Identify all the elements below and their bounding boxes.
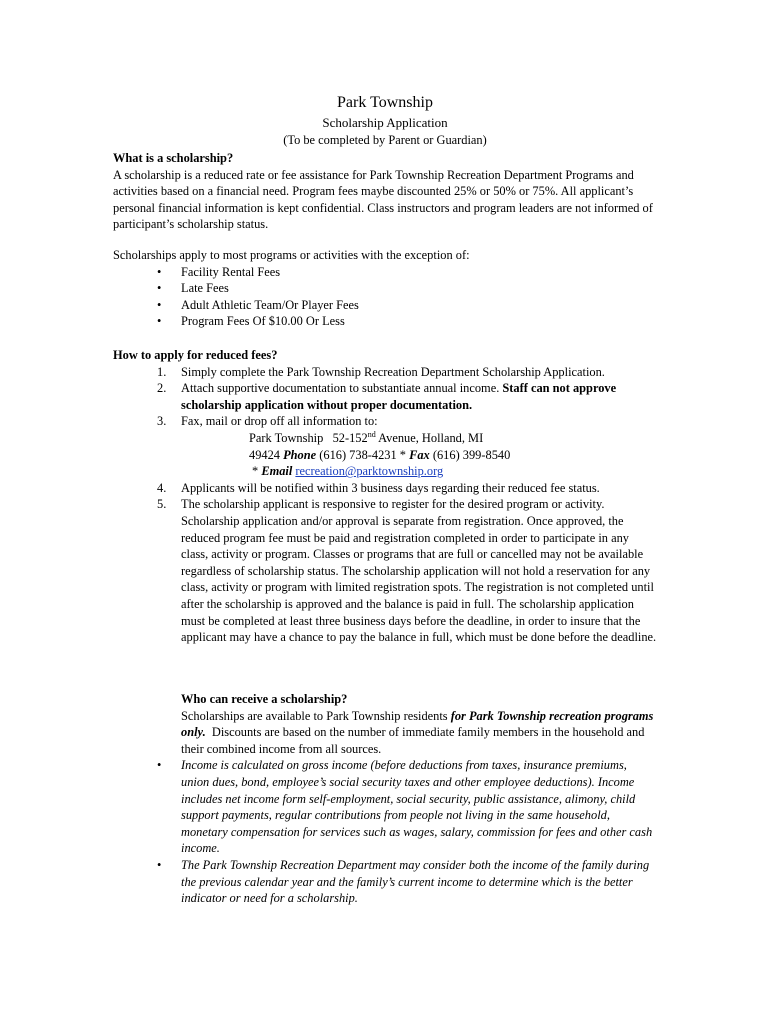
step-number: 2. (157, 381, 167, 396)
step-text: Applicants will be notified within 3 business days regarding their reduced fee status. (181, 480, 600, 495)
step-text: Simply complete the Park Township Recreation Department Scholarship Application. (181, 364, 605, 379)
address-line-3: * Email recreation@parktownship.org (252, 464, 444, 479)
list-item: • Facility Rental Fees (113, 264, 658, 281)
step-text: Fax, mail or drop off all information to: (181, 414, 378, 429)
step-number: 1. (157, 364, 167, 379)
who-body: Scholarships are available to Park Township residents for Park Township recreation programs only. Discounts are based on the number of immediate family members in the household and their combined income from all sources. (181, 708, 654, 756)
list-item: • Program Fees Of $10.00 Or Less (113, 313, 658, 330)
step-text: Attach supportive documentation to substantiate annual income. (181, 381, 500, 396)
step-1 (113, 364, 658, 381)
step-3 (113, 413, 658, 430)
address-line-1: Park Township 52-152nd Avenue, Holland, MI (249, 429, 484, 445)
list-item: • The Park Township Recreation Department may consider both the income of the family during the previous calendar year and the family’s current income to determine which is the better indicator or need for a scholarship. (113, 857, 658, 907)
what-section (113, 150, 658, 233)
completion-note: (To be completed by Parent or Guardian) (283, 133, 487, 147)
phone-number: (616) 738-4231 * (319, 447, 406, 462)
step-number: 4. (157, 480, 167, 495)
step-2 (113, 380, 658, 413)
page-subtitle: Scholarship Application (322, 115, 448, 130)
page-title: Park Township (337, 94, 433, 111)
email-link[interactable]: recreation@parktownship.org (295, 464, 444, 479)
steps-list-continued (113, 480, 658, 646)
what-heading: What is a scholarship? (113, 151, 234, 165)
exceptions-list (113, 264, 658, 330)
how-heading: How to apply for reduced fees? (113, 348, 278, 362)
list-item: • Adult Athletic Team/Or Player Fees (113, 297, 658, 314)
address-block (113, 430, 658, 480)
what-body: A scholarship is a reduced rate or fee assistance for Park Township Recreation Department Programs and activities based on a financial need. Program fees maybe discounted 25% or 50% or 75%. All applicant’s personal financial information is kept confidential. Class instructors and program leaders are not informed of participant’s scholarship status. (113, 167, 653, 232)
step-number: 5. (157, 497, 167, 512)
exceptions-intro: Scholarships apply to most programs or activities with the exception of: (113, 248, 470, 262)
step-text: The scholarship applicant is responsive to register for the desired program or activity. Scholarship application and/or approval is separate from registration. Once approved, the reduced program fee must be paid and registration completed in order to participate in any class, activity or program. Classes or programs that are full or cancelled may not be available regardless of scholarship status. The scholarship application will not hold a reservation for any class, activity or program with limited registration spots. The registration is not completed until after the scholarship is approved and the balance is paid in full. The scholarship application must be completed at least three business days before the deadline, in order to insure that the applicant may have a chance to pay the balance in full, which must be done before the deadline. (181, 497, 657, 645)
step-5 (113, 496, 658, 645)
list-item: • Income is calculated on gross income (before deductions from taxes, insurance premiums, union dues, bond, employee’s social security taxes and other employee deductions). Income includes net income form self-employment, social security, public assistance, alimony, child support payments, regular contributions from people not living in the same household, monetary compensation for services such as wages, salary, commission for fees and other cash income. (113, 757, 658, 857)
income-list (113, 757, 658, 906)
steps-list (113, 364, 658, 430)
step-warning: Staff can not approve scholarship application without proper documentation. (181, 381, 617, 412)
list-item: • Late Fees (113, 280, 658, 297)
step-4 (113, 480, 658, 497)
address-line-2: 49424 Phone (616) 738-4231 * Fax (616) 399-8540 (249, 447, 511, 462)
fax-number: (616) 399-8540 (432, 447, 511, 462)
step-number: 3. (157, 414, 167, 429)
who-section (113, 691, 658, 907)
exceptions-section (113, 247, 658, 330)
how-section (113, 347, 658, 646)
who-heading: Who can receive a scholarship? (181, 692, 348, 706)
